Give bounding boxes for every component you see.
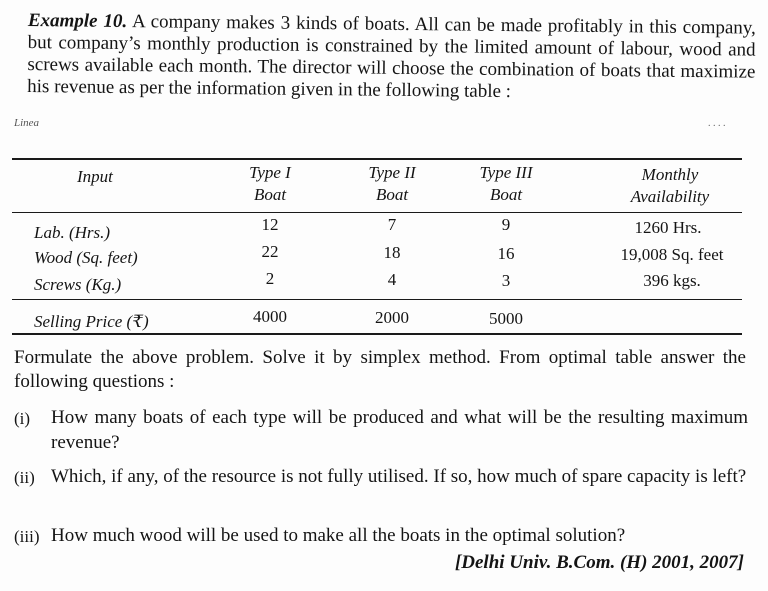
question-1-number: (i) [14,409,31,428]
row-screws-availability: 396 kgs. [643,271,701,290]
row-labour-label: Lab. (Hrs.) [34,223,111,242]
cut-off-mark: . . . . [708,118,726,129]
header-type3-line1: Type III [479,163,533,182]
table-bottom-rule [12,333,742,335]
header-rule [12,212,742,213]
header-type1-line2: Boat [253,185,287,204]
row-screws-label: Screws (Kg.) [34,275,122,294]
row-wood-type1: 22 [261,242,279,261]
example-label: Example 10. [27,10,128,33]
row-labour-availability: 1260 Hrs. [634,218,702,237]
boats-table [12,148,742,338]
example-text: A company makes 3 kinds of boats. All can be made profitably in this company, but company’s monthly production is constrained by the limited amount of labour, wood and screws available each month. The director will choose the combination of boats that maximize his revenue as per the information given in the following table : [27,11,756,103]
header-availability-line1: Monthly [641,165,699,184]
question-2-text: Which, if any, of the resource is not fully utilised. If so, how much of spare capacity is left? [51,466,747,487]
question-1-text: How many boats of each type will be produced and what will be the resulting maximum revenue? [51,407,748,453]
row-screws-type1: 2 [265,269,275,288]
row-wood-label: Wood (Sq. feet) [34,248,138,267]
row-price-type3: 5000 [489,309,523,328]
row-price-type2: 2000 [375,308,409,327]
header-input: Input [77,167,113,186]
row-wood-type2: 18 [383,243,401,262]
source-citation: [Delhi Univ. B.Com. (H) 2001, 2007] [454,552,744,573]
row-labour-type1: 12 [261,215,279,234]
question-1 [14,405,748,455]
question-3-text: How much wood will be used to make all the boats in the optimal solution? [51,525,626,546]
price-rule [12,299,742,300]
cut-off-text-fragment: Linea [14,117,40,129]
header-type2-line1: Type II [368,163,416,182]
table-top-rule [12,158,742,160]
question-3-number: (iii) [14,527,40,546]
question-2 [14,464,748,489]
row-labour-type2: 7 [387,215,397,234]
header-type2-line2: Boat [375,185,409,204]
row-price-label: Selling Price (₹) [34,312,149,331]
question-2-number: (ii) [14,468,35,487]
header-type3-line2: Boat [489,185,523,204]
row-wood-availability: 19,008 Sq. feet [620,245,724,264]
example-paragraph [27,10,756,106]
header-type1-line1: Type I [249,163,291,182]
question-3 [14,523,748,548]
row-wood-type3: 16 [497,244,515,263]
row-labour-type3: 9 [501,215,511,234]
row-price-type1: 4000 [253,307,287,326]
header-availability-line2: Availability [630,187,710,206]
row-screws-type2: 4 [387,270,397,289]
row-screws-type3: 3 [501,271,511,290]
instructions: Formulate the above problem. Solve it by simplex method. From optimal table answer the following questions : [14,347,746,392]
